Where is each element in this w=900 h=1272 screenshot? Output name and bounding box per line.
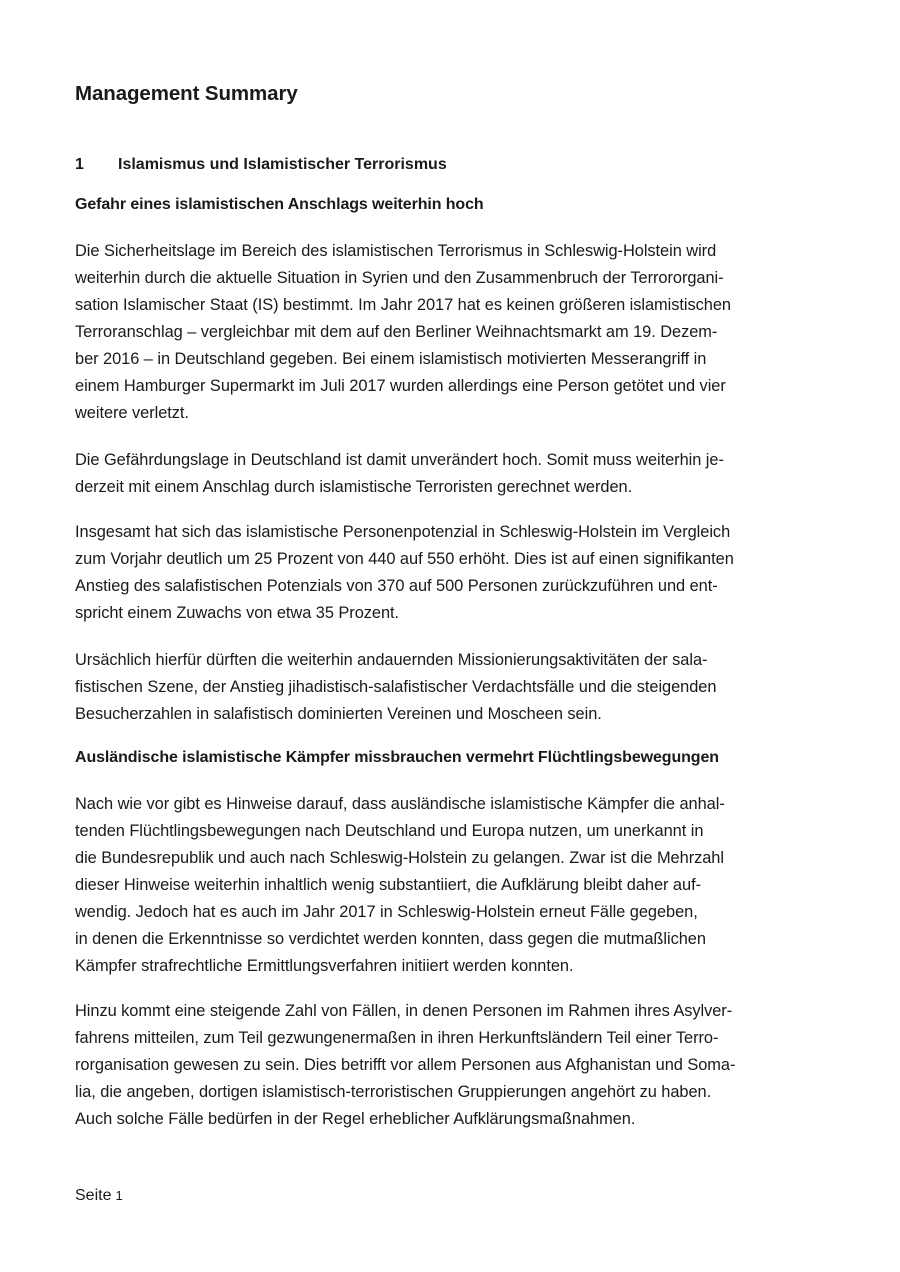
page-footer <box>75 1187 123 1205</box>
text-line: rorganisation gewesen zu sein. Dies betrifft vor allem Personen aus Afghanistan und Soma- <box>75 1056 736 1074</box>
page-title: Management Summary <box>75 82 298 105</box>
page-number: 1 <box>115 1188 123 1203</box>
text-line: Anstieg des salafistischen Potenzials von 370 auf 500 Personen zurückzuführen und ent- <box>75 577 718 595</box>
text-line: ber 2016 – in Deutschland gegeben. Bei einem islamistisch motivierten Messerangriff in <box>75 350 707 368</box>
text-line: dieser Hinweise weiterhin inhaltlich wenig substantiiert, die Aufklärung bleibt daher auf- <box>75 876 701 894</box>
text-line: Kämpfer strafrechtliche Ermittlungsverfahren initiiert werden konnten. <box>75 957 574 975</box>
text-line: Die Gefährdungslage in Deutschland ist damit unverändert hoch. Somit muss weiterhin je- <box>75 451 724 469</box>
text-line: in denen die Erkenntnisse so verdichtet werden konnten, dass gegen die mutmaßlichen <box>75 930 706 948</box>
text-line: wendig. Jedoch hat es auch im Jahr 2017 in Schleswig-Holstein erneut Fälle gegeben, <box>75 903 698 921</box>
paragraph-asylverfahren <box>75 998 827 1133</box>
text-line: tenden Flüchtlingsbewegungen nach Deutschland und Europa nutzen, um unerkannt in <box>75 822 704 840</box>
text-line: die Bundesrepublik und auch nach Schleswig-Holstein zu gelangen. Zwar ist die Mehrzahl <box>75 849 724 867</box>
section-heading <box>75 156 447 174</box>
text-line: lia, die angeben, dortigen islamistisch-terroristischen Gruppierungen angehört zu haben. <box>75 1083 712 1101</box>
section-number: 1 <box>75 156 84 173</box>
paragraph-personenpotenzial <box>75 519 827 627</box>
paragraph-gefaehrdungslage <box>75 447 827 501</box>
text-line: Hinzu kommt eine steigende Zahl von Fällen, in denen Personen im Rahmen ihres Asylver- <box>75 1002 733 1020</box>
paragraph-sicherheitslage <box>75 238 827 427</box>
text-line: einem Hamburger Supermarkt im Juli 2017 wurden allerdings eine Person getötet und vier <box>75 377 726 395</box>
text-line: spricht einem Zuwachs von etwa 35 Prozent. <box>75 604 400 622</box>
text-line: Die Sicherheitslage im Bereich des islamistischen Terrorismus in Schleswig-Holstein wird <box>75 242 717 260</box>
text-line: zum Vorjahr deutlich um 25 Prozent von 440 auf 550 erhöht. Dies ist auf einen signifikanten <box>75 550 734 568</box>
document-page <box>75 0 827 1272</box>
text-line: derzeit mit einem Anschlag durch islamistische Terroristen gerechnet werden. <box>75 478 633 496</box>
text-line: Ursächlich hierfür dürften die weiterhin andauernden Missionierungsaktivitäten der sala- <box>75 651 708 669</box>
subheading-kaempfer: Ausländische islamistische Kämpfer missbrauchen vermehrt Flüchtlingsbewegungen <box>75 749 719 766</box>
text-line: Nach wie vor gibt es Hinweise darauf, dass ausländische islamistische Kämpfer die anhal- <box>75 795 725 813</box>
text-line: Auch solche Fälle bedürfen in der Regel erheblicher Aufklärungsmaßnahmen. <box>75 1110 636 1128</box>
paragraph-missionierung <box>75 647 827 728</box>
text-line: Besucherzahlen in salafistisch dominierten Vereinen und Moscheen sein. <box>75 705 602 723</box>
section-title: Islamismus und Islamistischer Terrorismus <box>118 156 447 173</box>
text-line: fahrens mitteilen, zum Teil gezwungenermaßen in ihren Herkunftsländern Teil einer Terro- <box>75 1029 719 1047</box>
text-line: fistischen Szene, der Anstieg jihadistisch-salafistischer Verdachtsfälle und die steigenden <box>75 678 717 696</box>
text-line: Terroranschlag – vergleichbar mit dem auf den Berliner Weihnachtsmarkt am 19. Dezem- <box>75 323 718 341</box>
paragraph-hinweise <box>75 791 827 980</box>
footer-label: Seite <box>75 1187 112 1204</box>
text-line: sation Islamischer Staat (IS) bestimmt. Im Jahr 2017 hat es keinen größeren islamistischen <box>75 296 731 314</box>
text-line: Insgesamt hat sich das islamistische Personenpotenzial in Schleswig-Holstein im Vergleich <box>75 523 731 541</box>
subheading-anschlag: Gefahr eines islamistischen Anschlags weiterhin hoch <box>75 196 484 213</box>
text-line: weitere verletzt. <box>75 404 189 422</box>
text-line: weiterhin durch die aktuelle Situation in Syrien und den Zusammenbruch der Terrororgani- <box>75 269 724 287</box>
